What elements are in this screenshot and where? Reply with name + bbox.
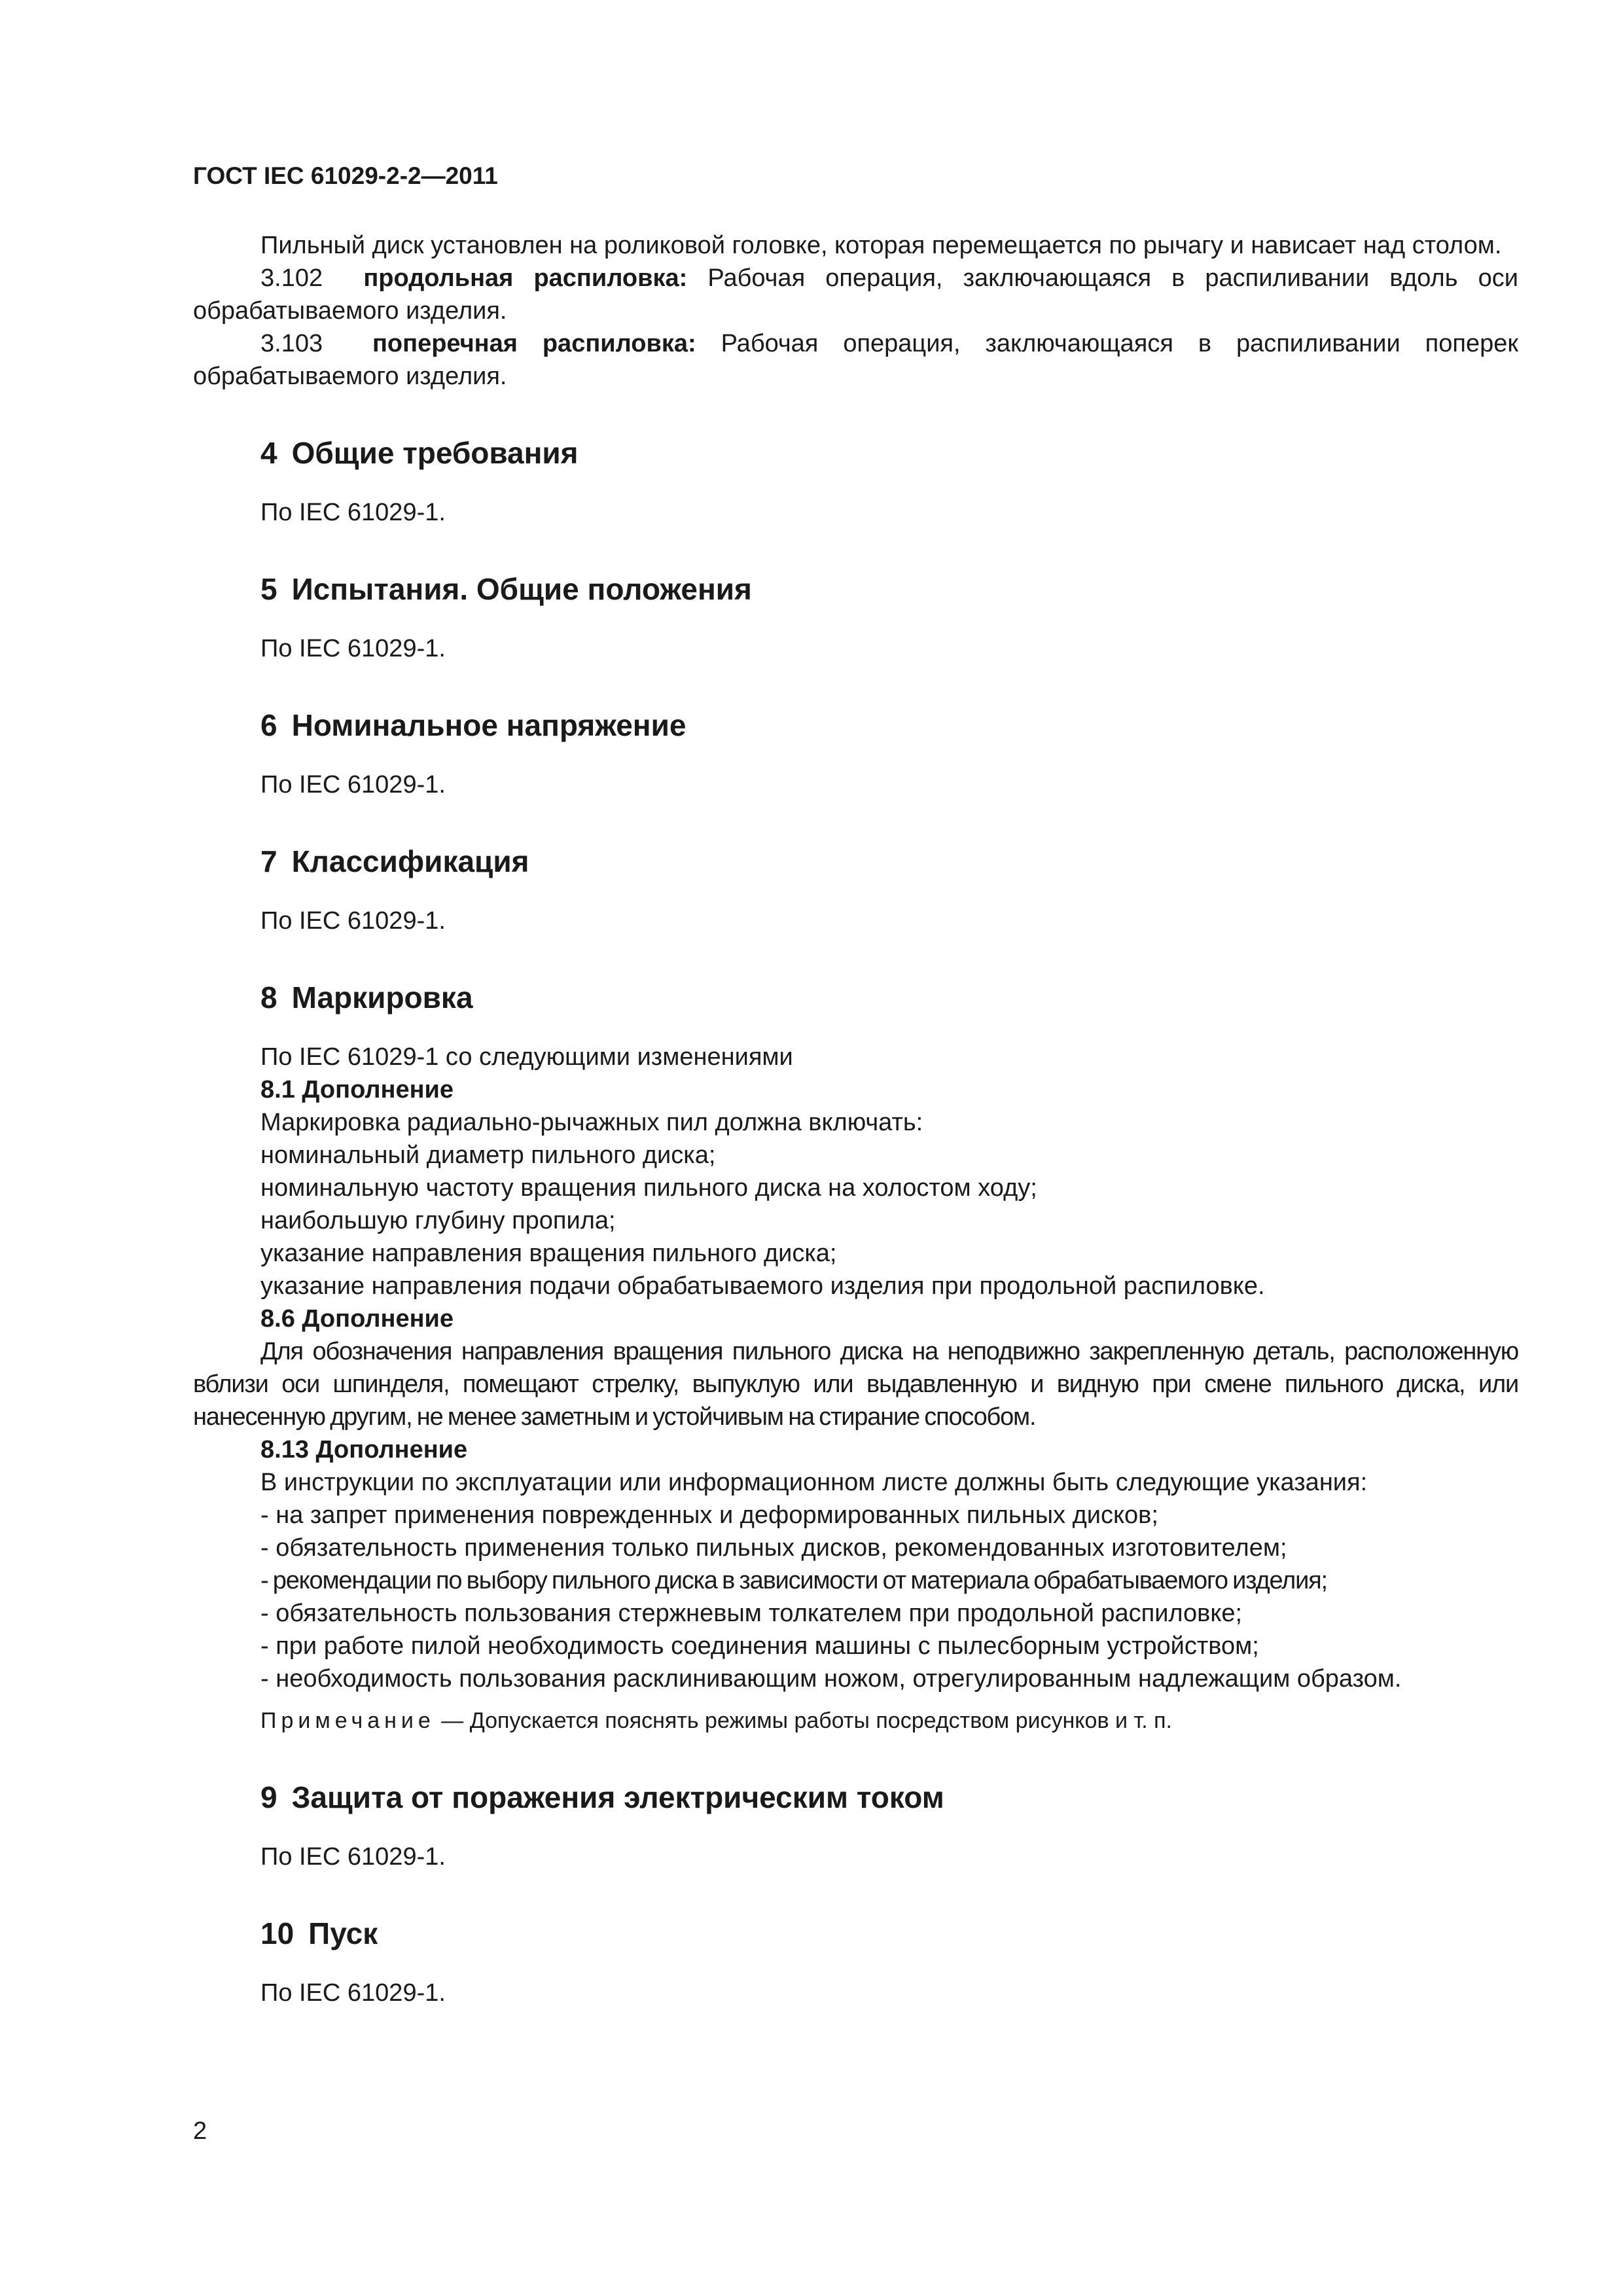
document-header: ГОСТ IEC 61029-2-2—2011 <box>193 162 498 189</box>
list-item: Маркировка радиально-рычажных пил должна включать: <box>260 1109 923 1136</box>
list-item: - при работе пилой необходимость соединения машины с пылесборным устройством; <box>260 1632 1259 1660</box>
term-definition: Рабочая операция, заключающаяся в распиливании поперек обрабатываемого изделия. <box>193 330 1518 390</box>
section-text-6: По IEC 61029-1. <box>260 771 446 798</box>
subsection-heading-8-6: 8.6 Дополнение <box>260 1305 454 1333</box>
subsection-heading-8-13: 8.13 Дополнение <box>260 1436 468 1463</box>
note <box>193 1704 1518 1737</box>
section-heading-9: 9 Защита от поражения электрическим током <box>260 1780 944 1814</box>
section-text-10: По IEC 61029-1. <box>260 1979 446 2007</box>
section-text-4: По IEC 61029-1. <box>260 499 446 526</box>
section-text-7: По IEC 61029-1. <box>260 907 446 935</box>
note-label: Примечание <box>260 1708 435 1733</box>
section-text-9: По IEC 61029-1. <box>260 1843 446 1871</box>
subsection-heading-8-1: 8.1 Дополнение <box>260 1076 454 1103</box>
term-name: поперечная распиловка: <box>372 330 696 357</box>
list-item: указание направления вращения пильного диска; <box>260 1240 837 1267</box>
term-number: 3.102 <box>260 264 323 292</box>
term-name: продольная распиловка: <box>363 264 688 292</box>
list-item: - рекомендации по выбору пильного диска в зависимости от материала обрабатываемого изделия; <box>260 1567 1327 1594</box>
section-heading-7: 7 Классификация <box>260 844 529 878</box>
section-heading-5: 5 Испытания. Общие положения <box>260 572 752 606</box>
term-definition: Рабочая операция, заключающаяся в распиливании вдоль оси обрабатываемого изделия. <box>193 264 1518 325</box>
section-heading-4: 4 Общие требования <box>260 436 579 470</box>
section-heading-8: 8 Маркировка <box>260 980 473 1014</box>
list-item: номинальный диаметр пильного диска; <box>260 1141 716 1169</box>
term-3-103 <box>193 327 1518 393</box>
note-text: — Допускается пояснять режимы работы посредством рисунков и т. п. <box>435 1708 1172 1733</box>
subsection-intro-8-13: В инструкции по эксплуатации или информационном листе должны быть следующие указания: <box>260 1469 1368 1496</box>
section-heading-6: 6 Номинальное напряжение <box>260 708 687 742</box>
section-text-5: По IEC 61029-1. <box>260 635 446 662</box>
list-item: - на запрет применения поврежденных и деформированных пильных дисков; <box>260 1501 1158 1529</box>
document-body <box>193 229 1518 2009</box>
term-3-102 <box>193 262 1518 327</box>
term-number: 3.103 <box>260 330 323 357</box>
list-item: - обязательность применения только пильных дисков, рекомендованных изготовителем; <box>260 1534 1287 1562</box>
list-item: - обязательность пользования стержневым толкателем при продольной распиловке; <box>260 1600 1243 1627</box>
intro-paragraph: Пильный диск установлен на роликовой головке, которая перемещается по рычагу и нависает над столом. <box>260 232 1502 259</box>
section-text-8: По IEC 61029-1 со следующими изменениями <box>260 1043 793 1071</box>
page-number: 2 <box>193 2117 207 2145</box>
list-item: номинальную частоту вращения пильного диска на холостом ходу; <box>260 1174 1037 1202</box>
list-item: указание направления подачи обрабатываемого изделия при продольной распиловке. <box>260 1272 1265 1300</box>
subsection-text-8-6: Для обозначения направления вращения пильного диска на неподвижно закрепленную деталь, расположенную вблизи оси шпинделя, помещают стрелку, выпуклую или выдавленную и видную при смене пильного диска, или нанесенную другим, не менее заметным и устойчивым на стирание способом. <box>193 1338 1518 1431</box>
section-heading-10: 10 Пуск <box>260 1916 378 1950</box>
list-item: - необходимость пользования расклинивающим ножом, отрегулированным надлежащим образом. <box>260 1665 1402 1693</box>
list-item: наибольшую глубину пропила; <box>260 1207 616 1234</box>
